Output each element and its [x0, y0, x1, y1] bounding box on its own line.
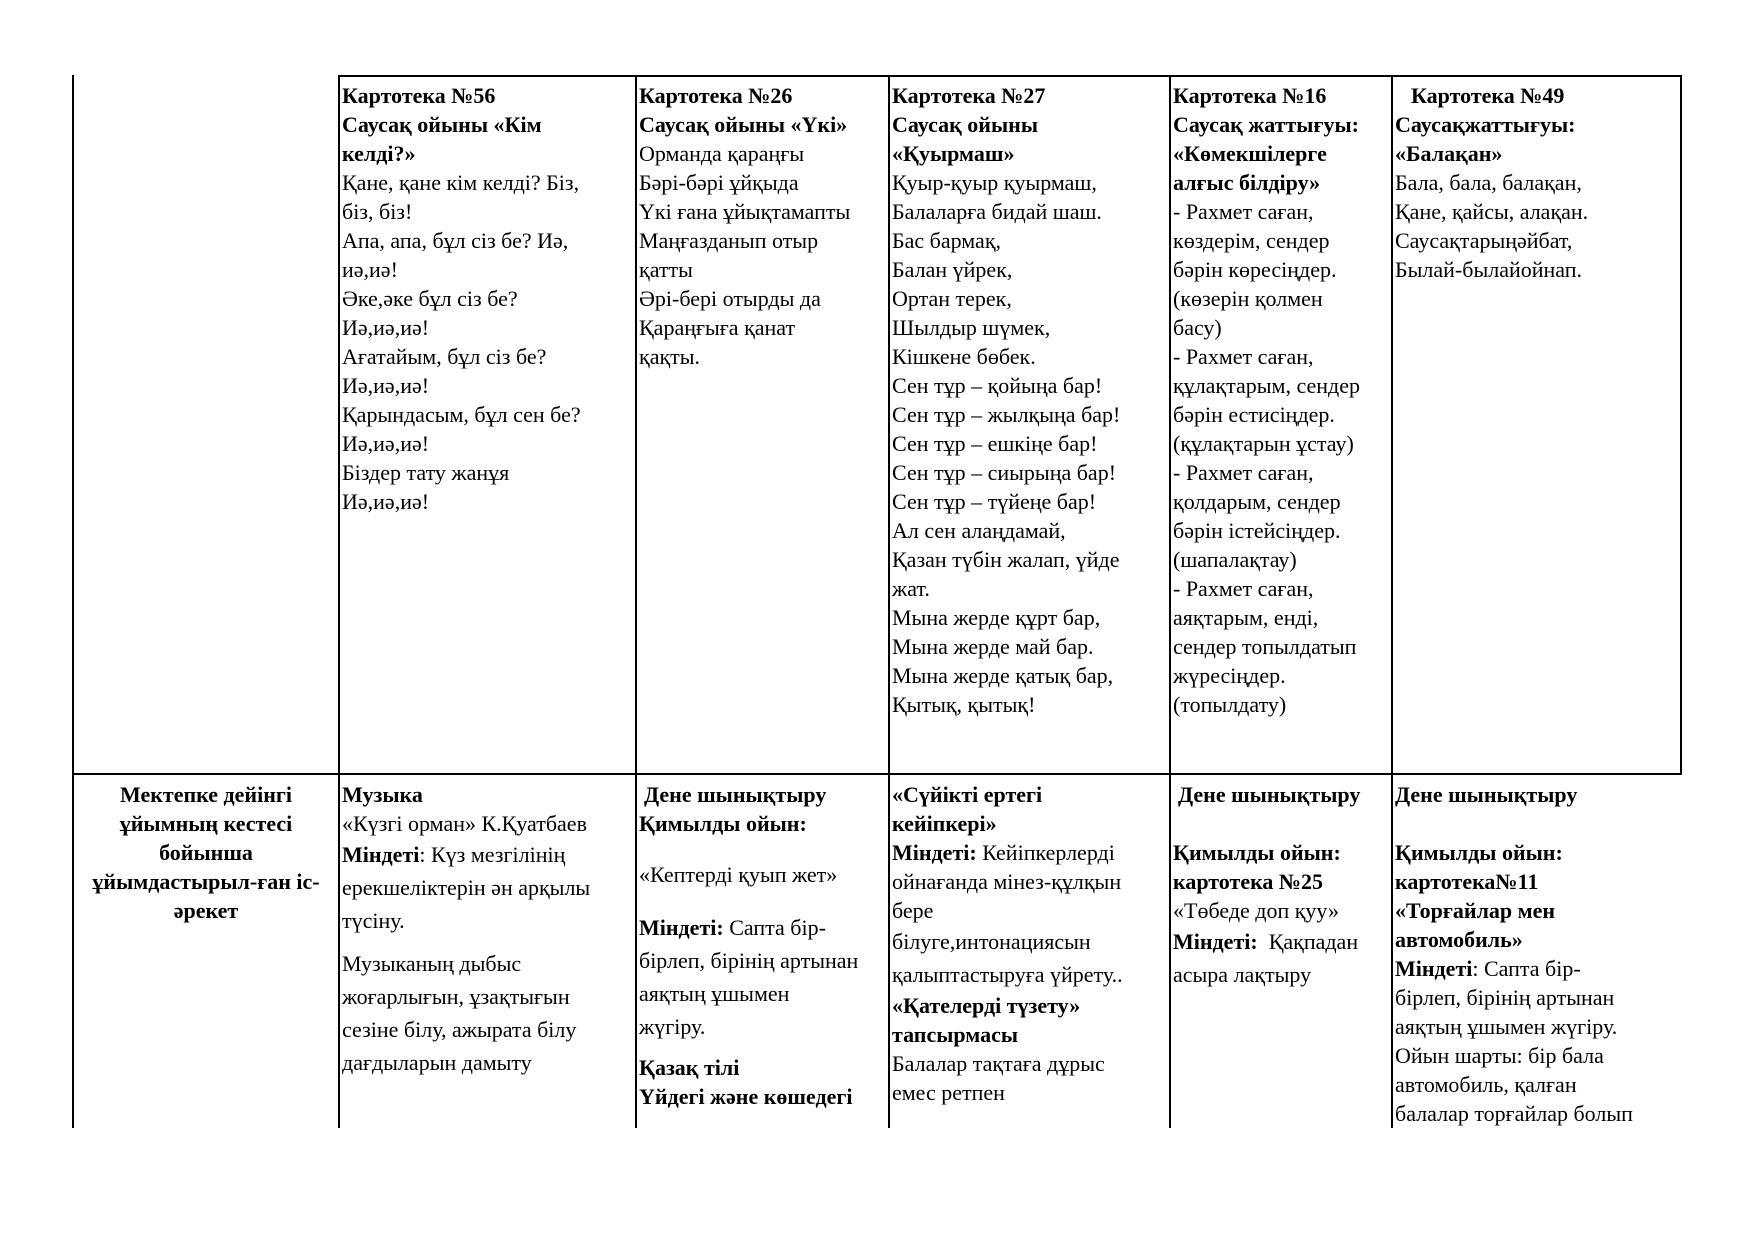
text-line: Қане, қане кім келді? Біз,	[342, 170, 580, 195]
game-label: Қимылды ойын:	[639, 811, 807, 836]
table-border-right	[1680, 75, 1682, 775]
text-line: қатты	[639, 257, 693, 282]
task-text: бере	[892, 898, 934, 923]
card-title: Саусақ ойыны «Үкі»	[639, 112, 848, 137]
game-name: «Торғайлар мен	[1395, 898, 1556, 923]
cell-r1-c3	[892, 81, 1168, 719]
row-label-line: бойынша	[159, 840, 253, 865]
text-line: Қараңғыға қанат	[639, 315, 796, 340]
activity-title: Музыка	[342, 782, 423, 807]
text-line: Қуыр-қуыр қуырмаш,	[892, 170, 1097, 195]
table-border-col4	[1169, 75, 1171, 1128]
task-label: Міндеті:	[1173, 929, 1258, 954]
table-border-top	[338, 75, 1682, 77]
text-line: бәрін естисіңдер.	[1173, 402, 1335, 427]
text-line: Балан үйрек,	[892, 257, 1013, 282]
game-name: «Төбеде доп қуу»	[1173, 898, 1339, 923]
activity-title: Қазақ тілі	[639, 1055, 740, 1080]
task-label: Міндеті:	[892, 840, 977, 865]
task-text: асыра лақтыру	[1173, 962, 1312, 987]
card-title: «Көмекшілерге	[1173, 141, 1327, 166]
card-title: «Балақан»	[1395, 141, 1503, 166]
task-text: Қақпадан	[1257, 929, 1359, 954]
text-line: - Рахмет саған,	[1173, 576, 1314, 601]
task-label: Міндеті	[342, 842, 420, 867]
text-line: Сен тұр – қойыңа бар!	[892, 373, 1103, 398]
text-line: Сен тұр – сиырыңа бар!	[892, 460, 1117, 485]
text-line: Әке,әке бұл сіз бе?	[342, 286, 518, 311]
activity-title: Дене шынықтыру	[1178, 782, 1361, 807]
extra-text: Музыканың дыбыс	[342, 951, 522, 976]
text-line: Орманда қараңғы	[639, 141, 805, 166]
game-name: автомобиль»	[1395, 927, 1523, 952]
text-line: Бас бармақ,	[892, 228, 1002, 253]
activity-title: «Сүйікті ертегі	[892, 782, 1043, 807]
task-text: аяқтың ұшымен	[639, 981, 790, 1006]
card-title: Саусақ жаттығуы:	[1173, 112, 1359, 137]
task-text: Ойын шарты: бір бала	[1395, 1043, 1604, 1068]
task-text: аяқтың ұшымен жүгіру.	[1395, 1014, 1618, 1039]
game-label: Қимылды ойын:	[1173, 840, 1341, 865]
text-line: Бәрі-бәрі ұйқыда	[639, 170, 799, 195]
text-line: (құлақтарын ұстау)	[1173, 431, 1354, 456]
sub-task-title: «Қателерді түзету»	[892, 993, 1081, 1018]
text-line: (топылдату)	[1173, 692, 1287, 717]
task-text: Кейіпкерлерді	[976, 840, 1115, 865]
activity-title: Дене шынықтыру	[1395, 782, 1578, 807]
task-label: Міндеті	[1395, 956, 1473, 981]
card-title: «Қуырмаш»	[892, 141, 1015, 166]
extra-text: дағдыларын дамыту	[342, 1050, 532, 1075]
text-line: (шапалақтау)	[1173, 547, 1297, 572]
card-title: Саусақжаттығуы:	[1395, 112, 1576, 137]
text-line: Иә,иә,иә!	[342, 489, 430, 514]
text-line: Иә,иә,иә!	[342, 373, 430, 398]
text-line: Шылдыр шүмек,	[892, 315, 1051, 340]
row-label-line: әрекет	[173, 898, 239, 923]
text-line: Бала, бала, балақан,	[1395, 170, 1582, 195]
cell-r2-c4	[1173, 780, 1391, 991]
text-line: Былай-былайойнап.	[1395, 257, 1583, 282]
text-line: - Рахмет саған,	[1173, 344, 1314, 369]
text-line: Мына жерде май бар.	[892, 634, 1094, 659]
text-line: Маңғазданып отыр	[639, 228, 819, 253]
card-code: Картотека №56	[342, 83, 496, 108]
task-text: білуге,интонациясын	[892, 929, 1091, 954]
card-title: Саусақ ойыны «Кім	[342, 112, 542, 137]
table-border-col1	[338, 75, 340, 1128]
text-line: - Рахмет саған,	[1173, 460, 1314, 485]
cell-r2-c1	[342, 780, 634, 1079]
text-line: Ағатайым, бұл сіз бе?	[342, 344, 547, 369]
task-text: қалыптастыруға үйрету..	[892, 962, 1123, 987]
sub-task-text: емес ретпен	[892, 1080, 1005, 1105]
text-line: Ал сен алаңдамай,	[892, 518, 1066, 543]
text-line: Қане, қайсы, алақан.	[1395, 199, 1589, 224]
text-line: Апа, апа, бұл сіз бе? Иә,	[342, 228, 569, 253]
card-code: Картотека №16	[1173, 83, 1327, 108]
task-text: : Сапта бір-	[1472, 956, 1581, 981]
card-code: Картотека №49	[1411, 83, 1565, 108]
activity-subtitle: Үйдегі және көшедегі	[639, 1084, 853, 1109]
text-line: жат.	[892, 576, 930, 601]
text-line: Мына жерде қатық бар,	[892, 663, 1114, 688]
text-line: аяқтарым, енді,	[1173, 605, 1319, 630]
row-label-line: ұйымның кестесі	[119, 811, 293, 836]
text-line: Сен тұр – түйеңе бар!	[892, 489, 1097, 514]
text-line: жүресіңдер.	[1173, 663, 1286, 688]
cell-r2-c5	[1395, 780, 1679, 1126]
task-text: балалар торғайлар болып	[1395, 1101, 1633, 1126]
task-text: Сапта бір-	[723, 915, 826, 940]
task-text: автомобиль, қалған	[1395, 1072, 1577, 1097]
task-text: : Күз мезгілінің	[419, 842, 566, 867]
text-line: иә,иә!	[342, 257, 398, 282]
song-name: «Күзгі орман» К.Қуатбаев	[342, 811, 587, 836]
schedule-table	[72, 75, 1682, 1128]
text-line: Қазан түбін жалап, үйде	[892, 547, 1120, 572]
task-text: түсіну.	[342, 908, 405, 933]
text-line: көздерім, сендер	[1173, 228, 1330, 253]
extra-text: сезіне білу, ажырата білу	[342, 1017, 577, 1042]
table-row-divider	[72, 773, 1682, 775]
cell-r2-c2	[639, 780, 887, 1111]
text-line: Қытық, қытық!	[892, 692, 1036, 717]
table-border-col3	[888, 75, 890, 1128]
card-title: Саусақ ойыны	[892, 112, 1039, 137]
text-line: басу)	[1173, 315, 1222, 340]
text-line: (көзерін қолмен	[1173, 286, 1323, 311]
task-label: Міндеті:	[639, 915, 724, 940]
text-line: біз, біз!	[342, 199, 413, 224]
task-text: бірлеп, бірінің артынан	[639, 948, 859, 973]
text-line: Үкі ғана ұйықтамапты	[639, 199, 851, 224]
extra-text: жоғарлығын, ұзақтығын	[342, 984, 570, 1009]
row-label-line: ұйымдастырыл-ған іс-	[92, 869, 320, 894]
text-line: бәрін істейсіңдер.	[1173, 518, 1341, 543]
text-line: Иә,иә,иә!	[342, 315, 430, 340]
text-line: Ортан терек,	[892, 286, 1012, 311]
text-line: қолдарым, сендер	[1173, 489, 1341, 514]
row-label-line: Мектепке дейінгі	[119, 782, 292, 807]
activity-title: Дене шынықтыру	[644, 782, 827, 807]
text-line: Сен тұр – ешкіңе бар!	[892, 431, 1098, 456]
text-line: Әрі-бері отырды да	[639, 286, 821, 311]
cell-r1-c5	[1395, 81, 1679, 284]
text-line: Кішкене бөбек.	[892, 344, 1036, 369]
text-line: Сен тұр – жылқыңа бар!	[892, 402, 1121, 427]
table-border-col5	[1391, 75, 1393, 1128]
game-name: «Кептерді қуып жет»	[639, 862, 838, 887]
task-text: жүгіру.	[639, 1014, 706, 1039]
activity-title: кейіпкері»	[892, 811, 997, 836]
text-line: Саусақтарыңәйбат,	[1395, 228, 1573, 253]
text-line: құлақтарым, сендер	[1173, 373, 1360, 398]
text-line: Мына жерде құрт бар,	[892, 605, 1101, 630]
card-code: Картотека №26	[639, 83, 793, 108]
card-title: келді?»	[342, 141, 416, 166]
text-line: Біздер тату жанұя	[342, 460, 510, 485]
text-line: бәрін көресіңдер.	[1173, 257, 1337, 282]
task-text: бірлеп, бірінің артынан	[1395, 985, 1615, 1010]
cell-r1-c2	[639, 81, 887, 371]
sub-task-title: тапсырмасы	[892, 1022, 1019, 1047]
text-line: Балаларға бидай шаш.	[892, 199, 1102, 224]
text-line: қақты.	[639, 344, 701, 369]
text-line: сендер топылдатып	[1173, 634, 1357, 659]
game-code: картотека№11	[1395, 869, 1539, 894]
table-border-left	[72, 75, 74, 1128]
cell-r2-label	[74, 780, 338, 925]
task-text: ойнағанда мінез-құлқын	[892, 869, 1122, 894]
game-label: Қимылды ойын:	[1395, 840, 1563, 865]
cell-r1-c1	[342, 81, 634, 516]
text-line: - Рахмет саған,	[1173, 199, 1314, 224]
cell-r2-c3	[892, 780, 1168, 1107]
table-border-col2	[635, 75, 637, 1128]
task-text: ерекшеліктерін ән арқылы	[342, 875, 591, 900]
card-title: алғыс білдіру»	[1173, 170, 1321, 195]
card-code: Картотека №27	[892, 83, 1046, 108]
cell-r1-c4	[1173, 81, 1391, 719]
game-code: картотека №25	[1173, 869, 1324, 894]
text-line: Қарындасым, бұл сен бе?	[342, 402, 581, 427]
sub-task-text: Балалар тақтаға дұрыс	[892, 1051, 1105, 1076]
text-line: Иә,иә,иә!	[342, 431, 430, 456]
